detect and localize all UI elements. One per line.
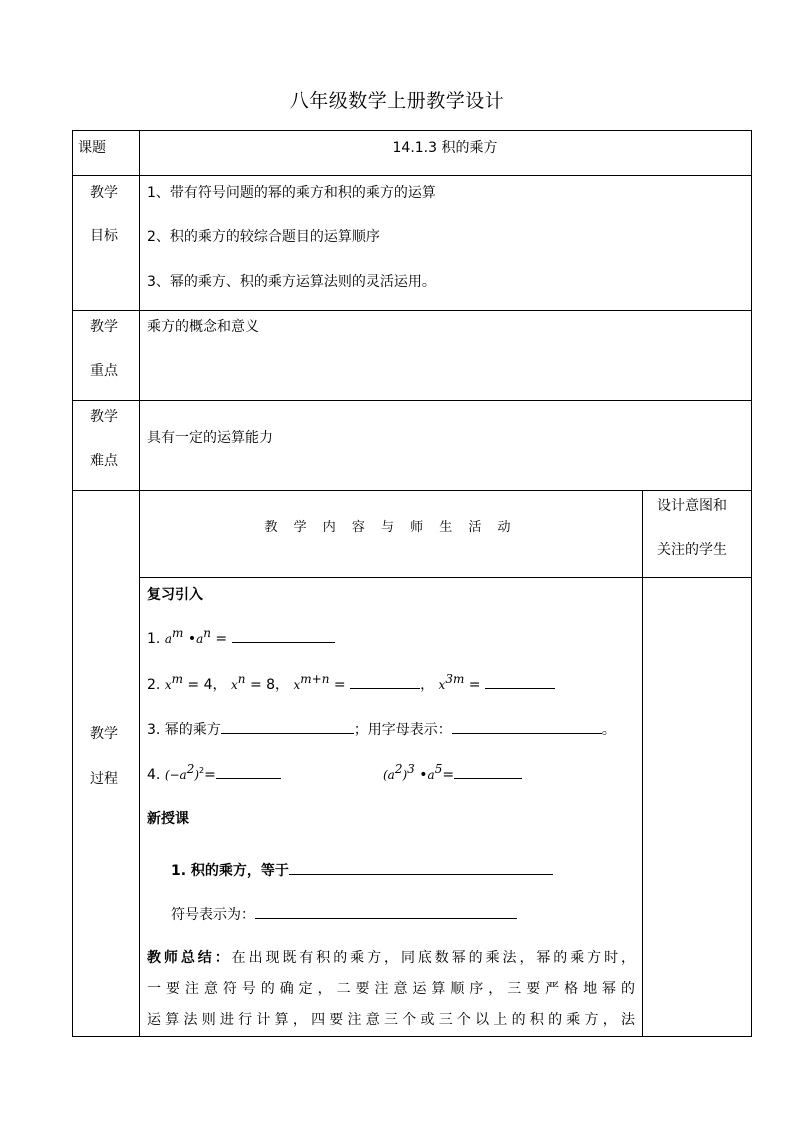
summary-line-1: 教师总结：在出现既有积的乘方，同底数幂的乘法，幂的乘方时，: [147, 950, 636, 966]
table-border-right: [751, 130, 752, 1037]
goals-label-1: 教学: [90, 185, 118, 201]
rule-1: 1. 积的乘方，等于: [171, 862, 553, 878]
difficulties-value: 具有一定的运算能力: [147, 430, 273, 446]
column-divider: [139, 130, 140, 1037]
review-heading: 复习引入: [147, 587, 203, 603]
answer-blank: [452, 721, 602, 734]
key-points-label-2: 重点: [90, 363, 118, 379]
review-question-1: 1. $a^m$ $•a^n$ =: [147, 630, 335, 646]
page-title: 八年级数学上册教学设计: [289, 90, 505, 112]
table-border-left: [72, 130, 73, 1037]
key-points-label-1: 教学: [90, 319, 118, 335]
answer-blank: [350, 676, 420, 689]
topic-label: 课题: [78, 140, 106, 156]
answer-blank: [232, 630, 335, 643]
column-divider: [642, 490, 643, 1037]
intent-header-2: 关注的学生: [657, 542, 727, 558]
goal-item: 2、积的乘方的较综合题目的运算顺序: [147, 229, 380, 245]
symbol-line: 符号表示为：: [171, 906, 517, 922]
review-question-2: 2. $x^m = 4$， $x^n = 8$， $x^{m+n}$ = ， $x^{3m}$ =: [147, 676, 555, 692]
table-border-bottom: [72, 1036, 752, 1037]
goal-item: 1、带有符号问题的幂的乘方和积的乘方的运算: [147, 185, 436, 201]
process-label-1: 教学: [90, 726, 118, 742]
summary-line-3: 运算法则进行计算，四要注意三个或三个以上的积的乘方，法: [147, 1012, 635, 1028]
row-divider: [139, 577, 752, 578]
review-question-4b: $(a^2)^3$ $•a^5=$: [383, 766, 522, 782]
goals-label-2: 目标: [90, 228, 118, 244]
content-header: 教 学 内 容 与 师 生 活 动: [264, 520, 517, 535]
answer-blank: [289, 862, 553, 875]
table-border-top: [72, 130, 752, 131]
key-points-value: 乘方的概念和意义: [147, 319, 259, 335]
goal-item: 3、幂的乘方、积的乘方运算法则的灵活运用。: [147, 274, 436, 290]
summary-line-2: 一要注意符号的确定，二要注意运算顺序，三要严格地幂的: [147, 981, 635, 997]
review-question-4a: 4. $(-a^2)^2=$: [147, 766, 281, 782]
answer-blank: [485, 676, 555, 689]
answer-blank: [221, 721, 354, 734]
row-divider: [72, 400, 752, 401]
process-label-2: 过程: [90, 771, 118, 787]
answer-blank: [454, 766, 522, 779]
difficulties-label-2: 难点: [90, 453, 118, 469]
difficulties-label-1: 教学: [90, 409, 118, 425]
row-divider: [72, 310, 752, 311]
row-divider: [72, 175, 752, 176]
review-question-3: 3. 幂的乘方 ；用字母表示： 。: [147, 722, 616, 738]
row-divider: [72, 490, 752, 491]
answer-blank: [255, 906, 517, 919]
intent-header-1: 设计意图和: [657, 498, 727, 514]
new-lesson-heading: 新授课: [147, 811, 189, 827]
answer-blank: [216, 766, 281, 779]
topic-value: 14.1.3 积的乘方: [392, 140, 498, 156]
